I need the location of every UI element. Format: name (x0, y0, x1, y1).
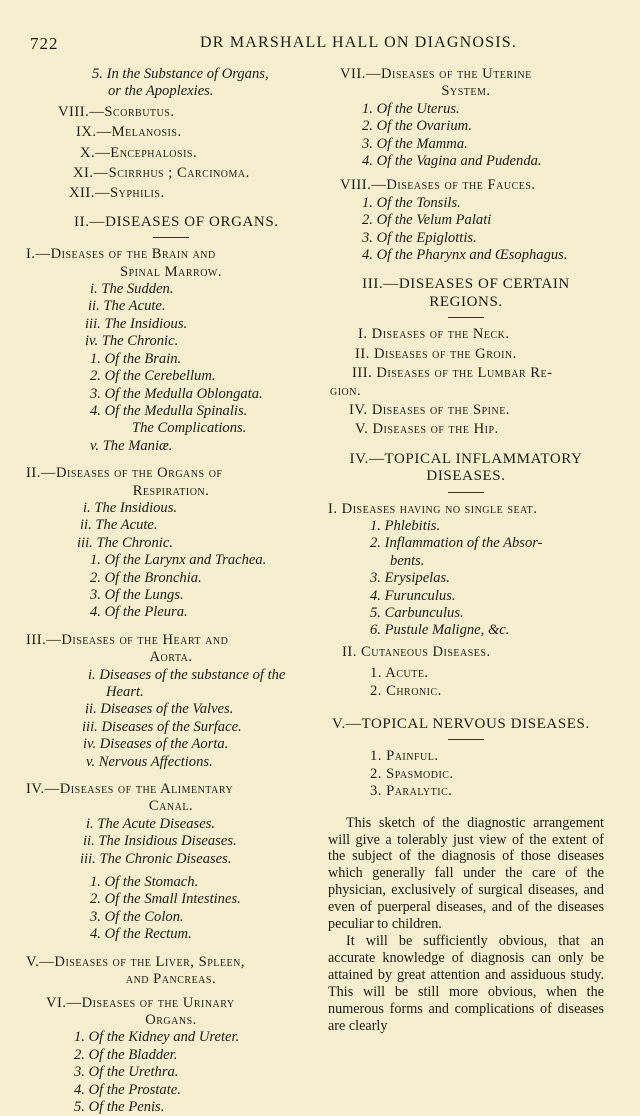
list-item: 3. Of the Colon. (90, 908, 184, 925)
list-item: iii. Diseases of the Surface. (82, 718, 242, 735)
list-item: ii. Diseases of the Valves. (85, 701, 234, 718)
class-heading: VIII.—Scorbutus. (58, 103, 175, 120)
list-item: 4. Furunculus. (370, 587, 456, 604)
section-heading: III. Diseases of the Lumbar Re- (352, 365, 553, 382)
section-heading: IV.—Diseases of the Alimentary (26, 781, 234, 798)
list-item: v. Nervous Affections. (86, 753, 213, 770)
list-item: 3. Erysipelas. (370, 570, 450, 587)
list-item: i. The Insidious. (83, 499, 178, 516)
body-paragraph: This sketch of the diagnostic arrangement will give a tolerably just view of the extent of the subject of the diagnosis of those diseases which generally fall under the care of the physician, exclusively of surgical diseases, and even of puerperal diseases, and of the diseases peculiar to children. (328, 814, 604, 933)
list-item: 1. Phlebitis. (370, 517, 441, 534)
list-item: iv. The Chronic. (85, 333, 179, 350)
list-item: 1. Of the Kidney and Ureter. (74, 1029, 240, 1046)
section-heading: gion. (330, 382, 362, 399)
section-heading: I. Diseases of the Neck. (358, 326, 510, 343)
list-item: or the Apoplexies. (108, 83, 214, 100)
list-item: 2. Of the Small Intestines. (90, 891, 241, 908)
part-heading: DISEASES. (426, 468, 506, 485)
list-item: i. The Sudden. (90, 281, 174, 298)
list-item: 4. Of the Prostate. (74, 1081, 181, 1098)
part-heading: IV.—TOPICAL INFLAMMATORY (349, 450, 583, 467)
section-heading: I. Diseases having no single seat. (328, 500, 538, 517)
list-item: 1. Painful. (370, 748, 439, 765)
section-heading: Organs. (145, 1011, 197, 1028)
list-item: i. The Acute Diseases. (86, 815, 216, 832)
section-heading: System. (441, 83, 491, 100)
list-item: 2. Of the Cerebellum. (90, 368, 216, 385)
list-item: 3. Of the Lungs. (90, 586, 184, 603)
section-heading: IV. Diseases of the Spine. (349, 401, 510, 418)
list-item: 3. Of the Mamma. (362, 135, 468, 152)
list-item: 4. Of the Vagina and Pudenda. (362, 153, 542, 170)
section-heading: VII.—Diseases of the Uterine (340, 66, 532, 82)
list-item: iii. The Chronic Diseases. (80, 850, 232, 867)
class-heading: X.—Encephalosis. (80, 144, 198, 161)
list-item: i. Diseases of the substance of the (88, 666, 286, 683)
list-item: bents. (390, 552, 425, 569)
list-item: iv. Diseases of the Aorta. (83, 736, 229, 753)
section-heading: Spinal Marrow. (119, 263, 223, 280)
list-item: 1. Of the Uterus. (362, 100, 460, 117)
list-item: v. The Maniæ. (90, 437, 173, 454)
list-item: 1. Of the Brain. (90, 350, 182, 367)
class-heading: XII.—Syphilis. (69, 185, 165, 202)
section-heading: Canal. (148, 798, 194, 815)
list-item: ii. The Acute. (88, 298, 166, 315)
part-heading: II.—DISEASES OF ORGANS. (74, 213, 279, 230)
list-item: 2. Spasmodic. (370, 765, 454, 782)
section-heading: III.—Diseases of the Heart and (26, 631, 229, 648)
list-item: 3. Of the Epiglottis. (362, 229, 477, 246)
list-item: 3. Of the Medulla Oblongata. (90, 385, 263, 402)
list-item: ii. The Insidious Diseases. (83, 833, 237, 850)
body-paragraph: It will be sufficiently obvious, that an accurate knowledge of diagnosis can only be attained by great attention and assiduous study. This will be still more obvious, when the numerous forms and complications of diseases are clearly (328, 932, 604, 1034)
list-item: 2. Of the Bladder. (74, 1046, 178, 1063)
divider-rule (448, 317, 484, 318)
list-item: 4. Of the Rectum. (90, 926, 192, 943)
list-item: 1. Of the Stomach. (90, 874, 199, 891)
class-heading: XI.—Scirrhus ; Carcinoma. (73, 165, 250, 182)
part-heading: III.—DISEASES OF CERTAIN (362, 276, 570, 293)
list-item: 4. Of the Medulla Spinalis. (90, 402, 248, 419)
list-item: 5. In the Substance of Organs, (92, 66, 269, 82)
list-item: 3. Of the Urethra. (74, 1064, 179, 1081)
list-item: ii. The Acute. (80, 517, 158, 534)
section-heading: Respiration. (132, 482, 210, 499)
left-column (26, 66, 316, 1116)
divider-rule (153, 237, 189, 238)
list-item: 2. Inflammation of the Absor- (370, 535, 543, 552)
list-item: 4. Of the Pharynx and Œsophagus. (362, 247, 568, 264)
divider-rule (448, 739, 484, 740)
part-heading: REGIONS. (429, 293, 503, 310)
list-item: 5. Carbunculus. (370, 604, 464, 621)
section-heading: VIII.—Diseases of the Fauces. (340, 177, 536, 194)
list-item: 6. Pustule Maligne, &c. (370, 622, 510, 639)
list-item: Heart. (106, 684, 144, 700)
list-item: 3. Paralytic. (370, 783, 453, 800)
list-item: The Complications. (132, 420, 247, 437)
section-heading: II. Diseases of the Groin. (355, 345, 517, 362)
section-heading: II. Cutaneous Diseases. (342, 643, 491, 660)
right-column (328, 66, 604, 1034)
list-item: 1. Acute. (370, 665, 429, 682)
list-item: 2. Chronic. (370, 682, 442, 699)
class-heading: IX.—Melanosis. (76, 124, 182, 141)
section-heading: II.—Diseases of the Organs of (26, 465, 223, 482)
section-heading: V.—Diseases of the Liver, Spleen, (26, 953, 245, 970)
part-heading: V.—TOPICAL NERVOUS DISEASES. (332, 716, 590, 732)
list-item: 2. Of the Ovarium. (362, 118, 472, 135)
list-item: iii. The Insidious. (85, 315, 188, 332)
section-heading: Aorta. (149, 649, 193, 666)
section-heading: V. Diseases of the Hip. (355, 421, 499, 438)
section-heading: and Pancreas. (125, 971, 217, 988)
page-header (30, 34, 620, 56)
running-head: DR MARSHALL HALL ON DIAGNOSIS. (200, 34, 518, 51)
list-item: 1. Of the Tonsils. (362, 194, 461, 211)
divider-rule (448, 492, 484, 493)
section-heading: VI.—Diseases of the Urinary (46, 994, 235, 1011)
list-item: 2. Of the Bronchia. (90, 569, 202, 586)
list-item: 1. Of the Larynx and Trachea. (90, 552, 267, 569)
list-item: iii. The Chronic. (77, 534, 173, 551)
page-number: 722 (30, 34, 59, 53)
list-item: 2. Of the Velum Palati (362, 212, 492, 229)
list-item: 4. Of the Pleura. (90, 604, 188, 621)
section-heading: I.—Diseases of the Brain and (26, 246, 216, 263)
list-item: 5. Of the Penis. (74, 1098, 165, 1115)
